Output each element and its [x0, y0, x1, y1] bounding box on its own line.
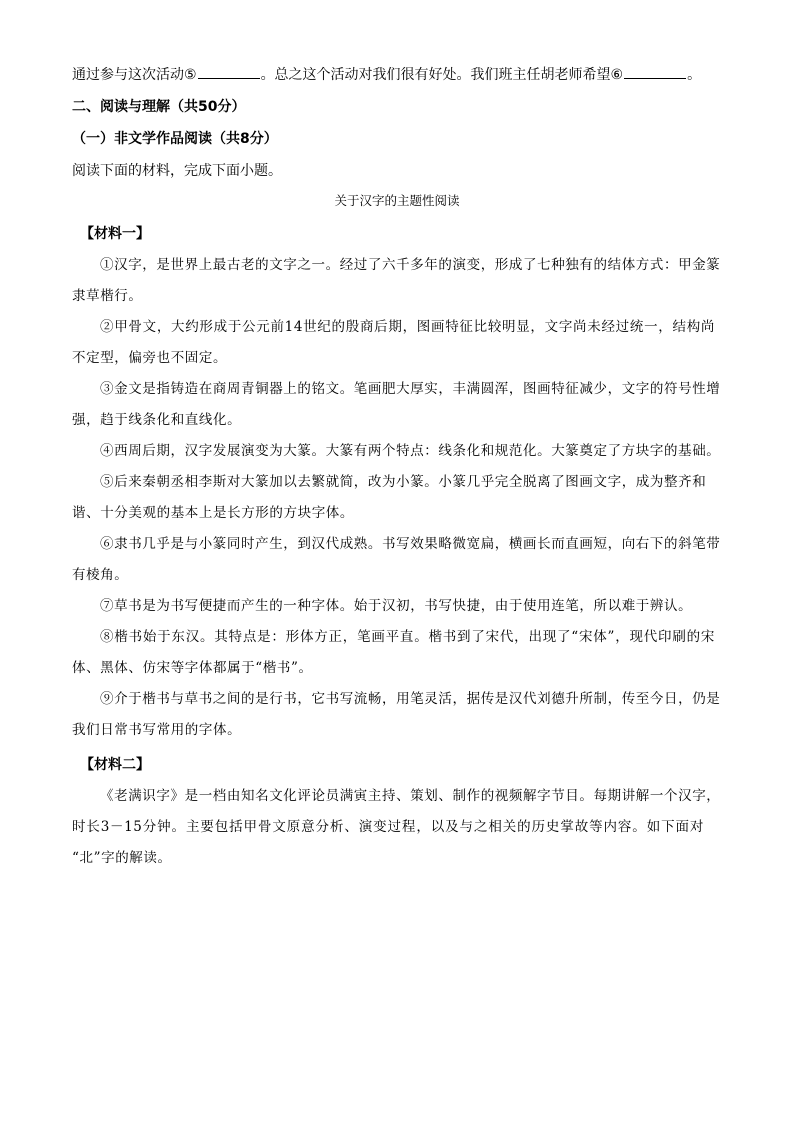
material1-line: ④西周后期，汉字发展演变为大篆。大篆有两个特点：线条化和规范化。大篆奠定了方块字的基础。 — [100, 443, 721, 459]
material1-line: ⑤后来秦朝丞相李斯对大篆加以去繁就简，改为小篆。小篆几乎完全脱离了图画文字，成为整齐和 — [100, 474, 707, 490]
material1-heading: 【材料一】 — [80, 226, 150, 242]
material2-heading: 【材料二】 — [80, 757, 150, 773]
intro-text-3: 。 — [687, 67, 702, 83]
material2-line: “北”字的解读。 — [72, 850, 172, 866]
material1-line: 体、黑体、仿宋等字体都属于“楷书”。 — [72, 660, 313, 676]
intro-text-1: 通过参与这次活动⑤ — [72, 67, 197, 83]
material1-line: ⑥隶书几乎是与小篆同时产生，到汉代成熟。书写效果略微宽扁，横画长而直画短，向右下的斜笔带 — [100, 536, 721, 552]
article-title: 关于汉字的主题性阅读 — [334, 193, 460, 208]
section-heading: 二、阅读与理解（共50分） — [72, 99, 246, 115]
material1-line: ③金文是指铸造在商周青铜器上的铭文。笔画肥大厚实，丰满圆浑，图画特征减少，文字的符号性增 — [100, 381, 721, 397]
material1-line: 谐、十分美观的基本上是长方形的方块字体。 — [72, 505, 354, 521]
material1-line: ⑧楷书始于东汉。其特点是：形体方正，笔画平直。楷书到了宋代，出现了“宋体”，现代印刷的宋 — [100, 629, 715, 645]
blank-answer-6[interactable] — [624, 64, 686, 79]
material2-line: 《老满识字》是一档由知名文化评论员满寅主持、策划、制作的视频解字节目。每期讲解一个汉字， — [100, 788, 721, 804]
material1-line: 不定型，偏旁也不固定。 — [72, 350, 228, 366]
material1-line: 我们日常书写常用的字体。 — [72, 722, 242, 738]
intro-line — [72, 64, 701, 85]
material1-line: 隶草楷行。 — [72, 288, 143, 304]
material2-line: 时长3－15分钟。主要包括甲骨文原意分析、演变过程，以及与之相关的历史掌故等内容。如下面对 — [72, 819, 704, 835]
blank-answer-5[interactable] — [198, 64, 260, 79]
material1-line: 有棱角。 — [72, 567, 129, 583]
material1-line: ⑦草书是为书写便捷而产生的一种字体。始于汉初，书写快捷，由于使用连笔，所以难于辨认。 — [100, 598, 693, 614]
material1-line: ①汉字，是世界上最古老的文字之一。经过了六千多年的演变，形成了七种独有的结体方式：甲金篆 — [100, 257, 721, 273]
instruction-text: 阅读下面的材料，完成下面小题。 — [72, 163, 282, 179]
material1-line: ②甲骨文，大约形成于公元前14世纪的殷商后期，图画特征比较明显，文字尚未经过统一，结构尚 — [100, 319, 715, 335]
intro-text-2: 。总之这个活动对我们很有好处。我们班主任胡老师希望⑥ — [260, 67, 624, 83]
material1-line: 强，趋于线条化和直线化。 — [72, 412, 242, 428]
subsection-heading: （一）非文学作品阅读（共8分） — [72, 131, 278, 147]
material1-line: ⑨介于楷书与草书之间的是行书，它书写流畅，用笔灵活，据传是汉代刘德升所制，传至今日，仍是 — [100, 691, 721, 707]
